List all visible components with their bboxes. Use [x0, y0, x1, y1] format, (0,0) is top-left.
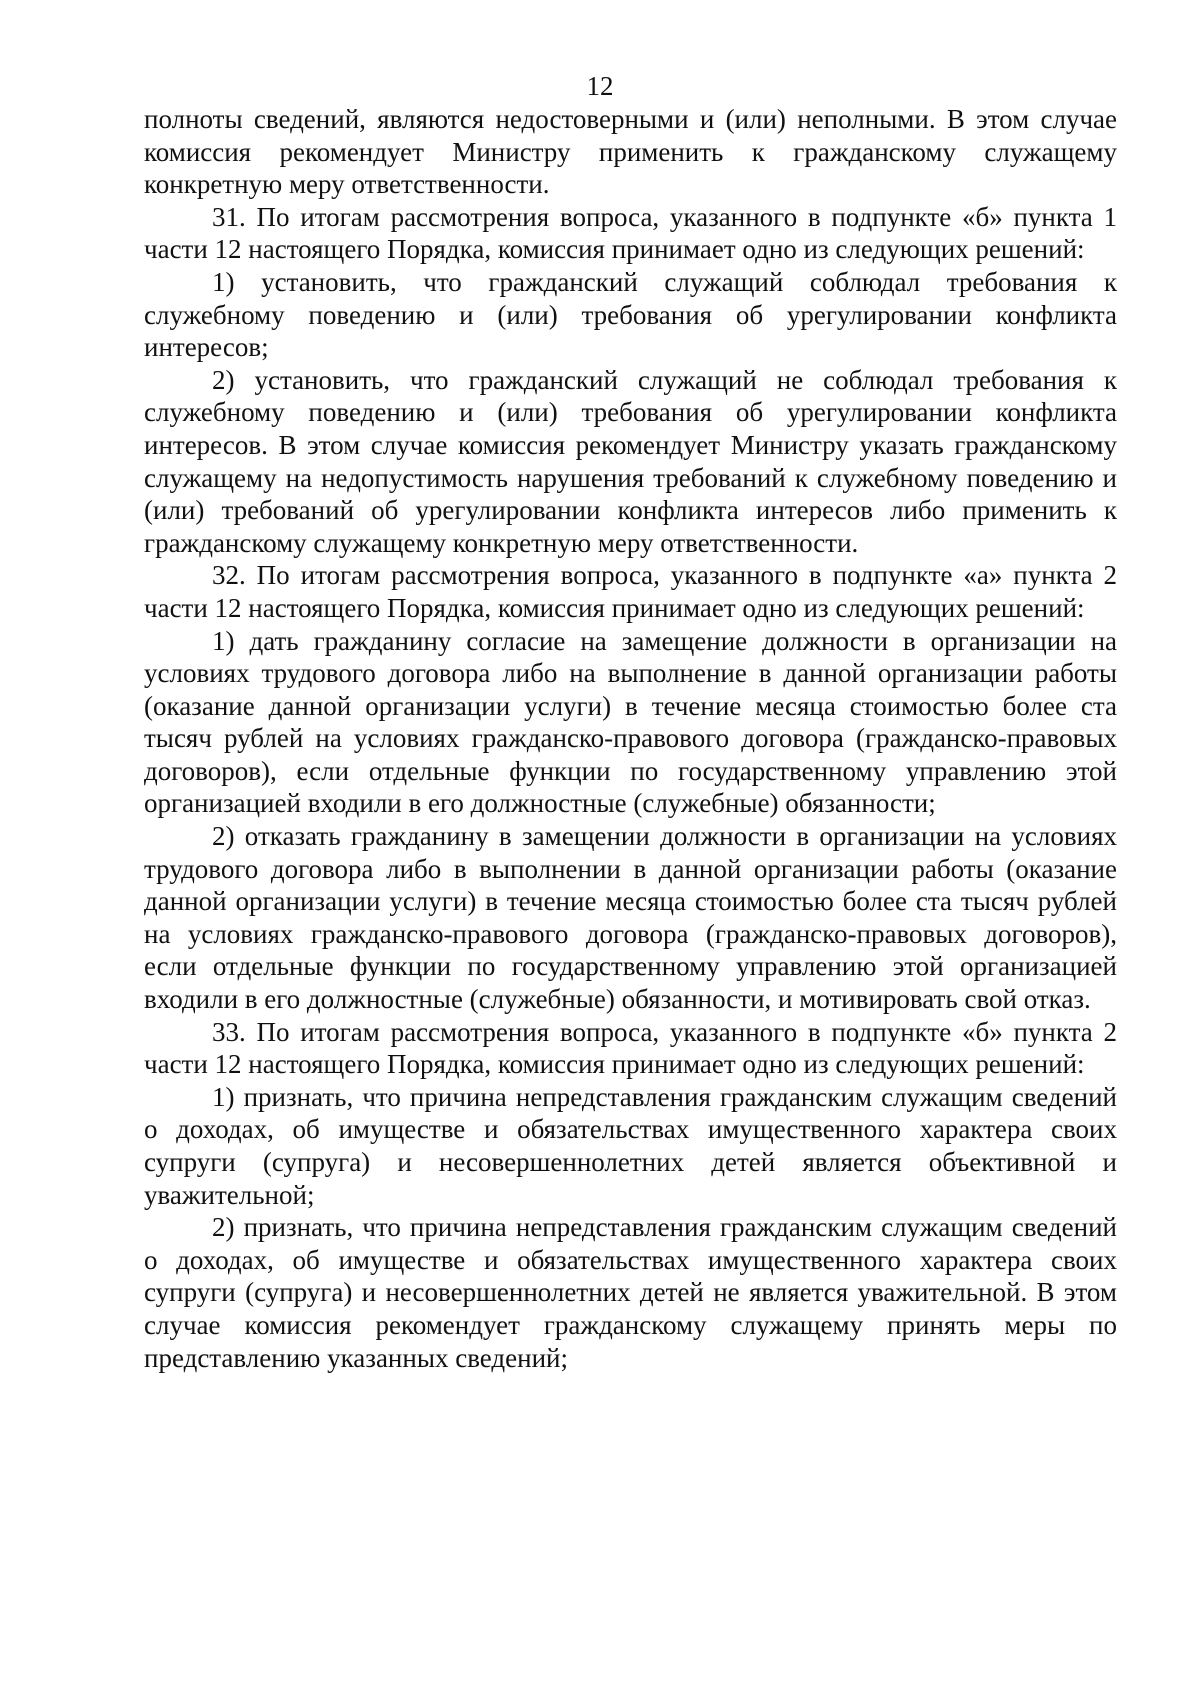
- paragraph-clause-31-item-2: 2) установить, что гражданский служащий не соблюдал требования к служебному поведению и (или) требования об урегулировании конфликта интересов. В этом случае комиссия рекомендует Министру указать гражданскому служащему на недопустимость нарушения требований к служебному поведению и (или) требований об урегулировании конфликта интересов либо применить к гражданскому служащему конкретную меру ответственности.: [144, 364, 1117, 558]
- paragraph-clause-33: 33. По итогам рассмотрения вопроса, указанного в подпункте «б» пункта 2 части 12 настоящего Порядка, комиссия принимает одно из следующих решений:: [144, 1016, 1117, 1080]
- document-body: [144, 103, 1117, 1374]
- paragraph-clause-31-item-1: 1) установить, что гражданский служащий соблюдал требования к служебному поведению и (или) требования об урегулировании конфликта интересов;: [144, 266, 1117, 363]
- paragraph-continuation: полноты сведений, являются недостоверными и (или) неполными. В этом случае комиссия рекомендует Министру применить к гражданскому служащему конкретную меру ответственности.: [144, 104, 1117, 200]
- paragraph-clause-32-item-1: 1) дать гражданину согласие на замещение должности в организации на условиях трудового договора либо на выполнение в данной организации работы (оказание данной организации услуги) в течение месяца стоимостью более ста тысяч рублей на условиях гражданско-правового договора (гражданско-правовых договоров), если отдельные функции по государственному управлению этой организацией входили в его должностные (служебные) обязанности;: [144, 625, 1117, 819]
- paragraph-clause-31: 31. По итогам рассмотрения вопроса, указанного в подпункте «б» пункта 1 части 12 настоящего Порядка, комиссия принимает одно из следующих решений:: [144, 201, 1117, 265]
- page-number: 12: [586, 71, 614, 101]
- paragraph-clause-32-item-2: 2) отказать гражданину в замещении должности в организации на условиях трудового договора либо в выполнении в данной организации работы (оказание данной организации услуги) в течение месяца стоимостью более ста тысяч рублей на условиях гражданско-правового договора (гражданско-правовых договоров), если отдельные функции по государственному управлению этой организацией входили в его должностные (служебные) обязанности, и мотивировать свой отказ.: [144, 821, 1117, 1015]
- paragraph-clause-33-item-1: 1) признать, что причина непредставления гражданским служащим сведений о доходах, об имуществе и обязательствах имущественного характера своих супруги (супруга) и несовершеннолетних детей является объективной и уважительной;: [144, 1081, 1117, 1210]
- paragraph-clause-32: 32. По итогам рассмотрения вопроса, указанного в подпункте «а» пункта 2 части 12 настоящего Порядка, комиссия принимает одно из следующих решений:: [144, 560, 1117, 623]
- paragraph-clause-33-item-2: 2) признать, что причина непредставления гражданским служащим сведений о доходах, об имуществе и обязательствах имущественного характера своих супруги (супруга) и несовершеннолетних детей не является уважительной. В этом случае комиссия рекомендует гражданскому служащему принять меры по представлению указанных сведений;: [144, 1212, 1117, 1373]
